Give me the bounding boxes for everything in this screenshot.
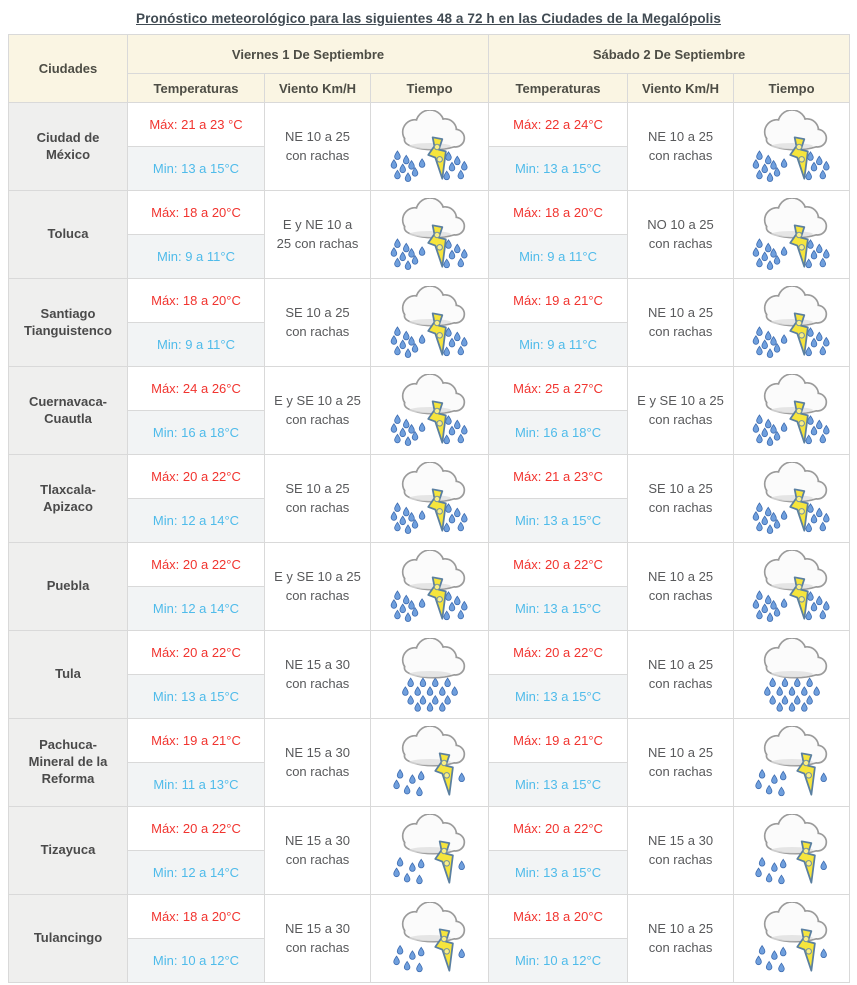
max-temp-saturday: Máx: 18 a 20°C [489, 191, 628, 235]
max-temp-friday: Máx: 20 a 22°C [128, 631, 265, 675]
storm-rain-icon [748, 726, 836, 800]
wind-friday: SE 10 a 25 con rachas [265, 455, 371, 543]
weather-cell-friday [371, 719, 489, 807]
max-temp-saturday: Máx: 21 a 23°C [489, 455, 628, 499]
max-temp-saturday: Máx: 25 a 27°C [489, 367, 628, 411]
weather-cell-saturday [734, 367, 850, 455]
weather-cell-saturday [734, 455, 850, 543]
storm-rain-icon [386, 902, 474, 976]
day-header-friday: Viernes 1 De Septiembre [128, 35, 489, 74]
rain-icon [748, 638, 836, 712]
header-sub-row [9, 74, 850, 103]
table-row [9, 279, 850, 323]
storm-rain-icon [748, 198, 836, 272]
wind-friday: E y SE 10 a 25 con rachas [265, 367, 371, 455]
min-temp-saturday: Min: 13 a 15°C [489, 587, 628, 631]
max-temp-saturday: Máx: 19 a 21°C [489, 719, 628, 763]
day-header-saturday: Sábado 2 De Septiembre [489, 35, 850, 74]
max-temp-saturday: Máx: 20 a 22°C [489, 543, 628, 587]
storm-rain-icon [386, 286, 474, 360]
storm-rain-icon [386, 814, 474, 888]
weather-cell-saturday [734, 279, 850, 367]
max-temp-saturday: Máx: 22 a 24°C [489, 103, 628, 147]
min-temp-saturday: Min: 13 a 15°C [489, 499, 628, 543]
min-temp-friday: Min: 13 a 15°C [128, 147, 265, 191]
city-name: Santiago Tianguistenco [9, 279, 128, 367]
city-name: Toluca [9, 191, 128, 279]
header-day-row [9, 35, 850, 74]
city-name: Tula [9, 631, 128, 719]
weather-cell-saturday [734, 807, 850, 895]
weather-cell-saturday [734, 191, 850, 279]
min-temp-friday: Min: 9 a 11°C [128, 235, 265, 279]
max-temp-saturday: Máx: 20 a 22°C [489, 807, 628, 851]
page-title: Pronóstico meteorológico para las siguientes 48 a 72 h en las Ciudades de la Megalópolis [136, 11, 721, 26]
max-temp-friday: Máx: 21 a 23 °C [128, 103, 265, 147]
storm-rain-icon [748, 374, 836, 448]
storm-rain-icon [748, 902, 836, 976]
weather-cell-friday [371, 279, 489, 367]
table-row [9, 895, 850, 939]
table-row [9, 103, 850, 147]
min-temp-saturday: Min: 9 a 11°C [489, 323, 628, 367]
wind-saturday: E y SE 10 a 25 con rachas [628, 367, 734, 455]
min-temp-friday: Min: 16 a 18°C [128, 411, 265, 455]
storm-rain-icon [386, 550, 474, 624]
max-temp-friday: Máx: 18 a 20°C [128, 279, 265, 323]
weather-cell-friday [371, 543, 489, 631]
city-name: Puebla [9, 543, 128, 631]
wind-saturday: NE 15 a 30 con rachas [628, 807, 734, 895]
wind-friday: NE 10 a 25 con rachas [265, 103, 371, 191]
weather-cell-friday [371, 367, 489, 455]
max-temp-saturday: Máx: 18 a 20°C [489, 895, 628, 939]
storm-rain-icon [748, 286, 836, 360]
storm-rain-icon [748, 462, 836, 536]
weather-cell-friday [371, 631, 489, 719]
wind-friday: SE 10 a 25 con rachas [265, 279, 371, 367]
max-temp-friday: Máx: 20 a 22°C [128, 543, 265, 587]
max-temp-friday: Máx: 18 a 20°C [128, 895, 265, 939]
min-temp-friday: Min: 12 a 14°C [128, 851, 265, 895]
subheader-temperaturas-saturday: Temperaturas [489, 74, 628, 103]
storm-rain-icon [748, 814, 836, 888]
storm-rain-icon [386, 198, 474, 272]
min-temp-friday: Min: 12 a 14°C [128, 499, 265, 543]
table-row [9, 543, 850, 587]
wind-saturday: NE 10 a 25 con rachas [628, 631, 734, 719]
city-name: Tulancingo [9, 895, 128, 983]
min-temp-saturday: Min: 13 a 15°C [489, 147, 628, 191]
city-name: Ciudad de México [9, 103, 128, 191]
min-temp-saturday: Min: 13 a 15°C [489, 675, 628, 719]
weather-cell-saturday [734, 631, 850, 719]
min-temp-saturday: Min: 10 a 12°C [489, 939, 628, 983]
storm-rain-icon [386, 110, 474, 184]
max-temp-friday: Máx: 20 a 22°C [128, 807, 265, 851]
max-temp-saturday: Máx: 20 a 22°C [489, 631, 628, 675]
table-row [9, 191, 850, 235]
weather-cell-friday [371, 807, 489, 895]
table-row [9, 455, 850, 499]
wind-friday: NE 15 a 30 con rachas [265, 895, 371, 983]
wind-friday: E y SE 10 a 25 con rachas [265, 543, 371, 631]
weather-cell-saturday [734, 543, 850, 631]
table-row [9, 367, 850, 411]
city-name: Cuernavaca-Cuautla [9, 367, 128, 455]
weather-cell-friday [371, 455, 489, 543]
forecast-page [0, 11, 857, 983]
min-temp-friday: Min: 11 a 13°C [128, 763, 265, 807]
city-name: Tlaxcala-Apizaco [9, 455, 128, 543]
weather-cell-friday [371, 895, 489, 983]
wind-saturday: NE 10 a 25 con rachas [628, 895, 734, 983]
forecast-table [8, 34, 850, 983]
wind-friday: NE 15 a 30 con rachas [265, 719, 371, 807]
wind-saturday: NE 10 a 25 con rachas [628, 279, 734, 367]
max-temp-friday: Máx: 24 a 26°C [128, 367, 265, 411]
storm-rain-icon [748, 110, 836, 184]
weather-cell-saturday [734, 895, 850, 983]
table-row [9, 631, 850, 675]
max-temp-saturday: Máx: 19 a 21°C [489, 279, 628, 323]
min-temp-saturday: Min: 13 a 15°C [489, 851, 628, 895]
wind-saturday: NO 10 a 25 con rachas [628, 191, 734, 279]
weather-cell-saturday [734, 719, 850, 807]
cities-header: Ciudades [9, 35, 128, 103]
weather-cell-saturday [734, 103, 850, 191]
wind-saturday: NE 10 a 25 con rachas [628, 719, 734, 807]
max-temp-friday: Máx: 18 a 20°C [128, 191, 265, 235]
subheader-tiempo-saturday: Tiempo [734, 74, 850, 103]
wind-friday: E y NE 10 a 25 con rachas [265, 191, 371, 279]
weather-cell-friday [371, 103, 489, 191]
subheader-tiempo-friday: Tiempo [371, 74, 489, 103]
weather-cell-friday [371, 191, 489, 279]
subheader-temperaturas-friday: Temperaturas [128, 74, 265, 103]
rain-icon [386, 638, 474, 712]
storm-rain-icon [386, 726, 474, 800]
wind-friday: NE 15 a 30 con rachas [265, 631, 371, 719]
min-temp-friday: Min: 12 a 14°C [128, 587, 265, 631]
city-name: Pachuca- Mineral de la Reforma [9, 719, 128, 807]
min-temp-friday: Min: 13 a 15°C [128, 675, 265, 719]
wind-friday: NE 15 a 30 con rachas [265, 807, 371, 895]
min-temp-saturday: Min: 13 a 15°C [489, 763, 628, 807]
max-temp-friday: Máx: 19 a 21°C [128, 719, 265, 763]
table-row [9, 719, 850, 763]
subheader-viento-friday: Viento Km/H [265, 74, 371, 103]
wind-saturday: NE 10 a 25 con rachas [628, 543, 734, 631]
subheader-viento-saturday: Viento Km/H [628, 74, 734, 103]
min-temp-friday: Min: 10 a 12°C [128, 939, 265, 983]
storm-rain-icon [748, 550, 836, 624]
max-temp-friday: Máx: 20 a 22°C [128, 455, 265, 499]
wind-saturday: NE 10 a 25 con rachas [628, 103, 734, 191]
table-row [9, 807, 850, 851]
storm-rain-icon [386, 462, 474, 536]
min-temp-friday: Min: 9 a 11°C [128, 323, 265, 367]
city-name: Tizayuca [9, 807, 128, 895]
wind-saturday: SE 10 a 25 con rachas [628, 455, 734, 543]
min-temp-saturday: Min: 16 a 18°C [489, 411, 628, 455]
storm-rain-icon [386, 374, 474, 448]
min-temp-saturday: Min: 9 a 11°C [489, 235, 628, 279]
